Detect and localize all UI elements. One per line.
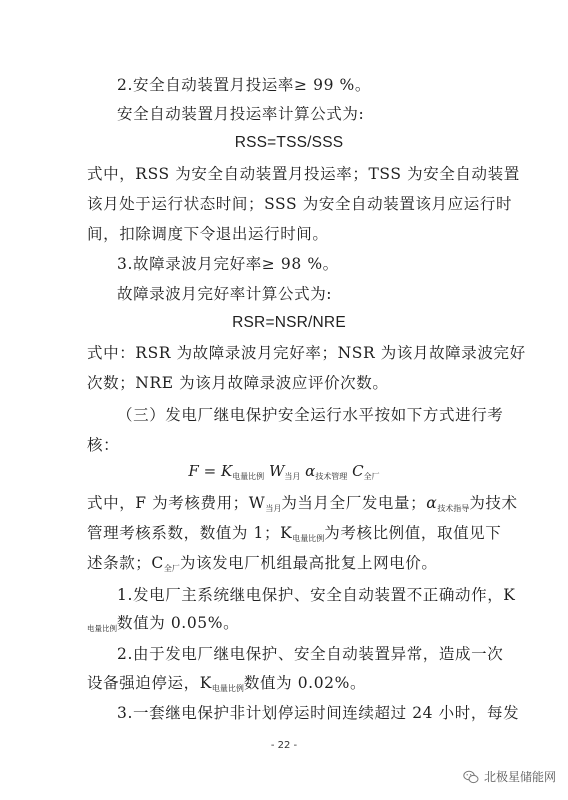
formula-c: C xyxy=(352,462,364,480)
watermark-text: 北极星储能网 xyxy=(483,770,556,784)
clause-2-line-1: 2.由于发电厂继电保护、安全自动装置异常，造成一次 xyxy=(117,645,504,663)
rsr-explanation-line-1: 式中：RSR 为故障录波月完好率；NSR 为该月故障录波完好 xyxy=(87,344,526,362)
fee-w-subscript: 当月 xyxy=(265,504,282,513)
rss-explanation-line-2: 该月处于运行状态时间；SSS 为安全自动装置该月应运行时 xyxy=(87,195,513,213)
rss-explanation-line-1: 式中，RSS 为安全自动装置月投运率；TSS 为安全自动装置 xyxy=(87,165,520,183)
formula-rsr: RSR=NSR/NRE xyxy=(232,314,346,331)
fee-text-1b: 为当月全厂发电量； xyxy=(281,494,427,512)
fee-k-subscript: 电量比例 xyxy=(292,534,325,543)
clause-1-k-subscript: 电量比例 xyxy=(87,624,117,633)
section-3-heading-line-1: （三）发电厂继电保护安全运行水平按如下方式进行考 xyxy=(117,406,504,424)
fee-text-1a: 式中，F 为考核费用；W xyxy=(87,494,266,512)
item-2-safety-device-rate: 2.安全自动装置月投运率≥ 99 %。 xyxy=(117,76,371,94)
rsr-explanation-line-2: 次数；NRE 为该月故障录波应评价次数。 xyxy=(87,374,389,392)
formula-k: K xyxy=(220,462,233,480)
formula-assessment-fee xyxy=(0,460,568,488)
formula-w: W xyxy=(268,462,285,480)
fee-text-3a: 述条款；C xyxy=(87,554,164,572)
fee-explanation-line-2 xyxy=(87,522,502,550)
formula-f: F xyxy=(188,462,199,480)
rss-explanation-line-3: 间，扣除调度下令退出运行时间。 xyxy=(87,225,329,243)
item-3-fault-recorder-rate: 3.故障录波月完好率≥ 98 %。 xyxy=(117,255,339,273)
fee-text-2b: 为考核比例值，取值见下 xyxy=(324,524,502,542)
clause-3-line-1: 3.一套继电保护非计划停运时间连续超过 24 小时，每发 xyxy=(117,704,520,722)
section-3-heading-line-2: 核： xyxy=(87,436,120,454)
formula-equals: = xyxy=(203,462,217,480)
fee-explanation-line-3 xyxy=(87,552,491,580)
formula-rss: RSS=TSS/SSS xyxy=(234,134,344,151)
clause-2-text: 设备强迫停运，K xyxy=(87,674,212,692)
clause-2-value: 数值为 0.02%。 xyxy=(243,674,367,692)
clause-1-line-2 xyxy=(87,612,491,640)
fee-text-3b: 为该发电厂机组最高批复上网电价。 xyxy=(179,554,438,572)
formula-alpha: α xyxy=(305,462,316,480)
clause-1-line-1: 1.发电厂主系统继电保护、安全自动装置不正确动作，K xyxy=(117,586,516,604)
fee-alpha-subscript: 技术指导 xyxy=(437,504,470,513)
clause-2-k-subscript: 电量比例 xyxy=(211,684,244,693)
formula-alpha-subscript: 技术管理 xyxy=(315,472,348,481)
watermark xyxy=(463,768,556,785)
fee-text-1c: 为技术 xyxy=(469,494,518,512)
fee-text-2a: 管理考核系数，数值为 1；K xyxy=(87,524,293,542)
formula-intro-rss: 安全自动装置月投运率计算公式为: xyxy=(117,105,365,123)
page-number: - 22 - xyxy=(270,740,298,751)
formula-w-subscript: 当月 xyxy=(284,472,301,481)
formula-c-subscript: 全厂 xyxy=(363,472,380,481)
formula-intro-rsr: 故障录波月完好率计算公式为: xyxy=(117,285,333,303)
clause-2-line-2 xyxy=(87,672,491,700)
fee-explanation-line-1 xyxy=(87,492,518,520)
clause-1-value: 数值为 0.05%。 xyxy=(117,614,240,632)
formula-k-subscript: 电量比例 xyxy=(232,472,265,481)
fee-alpha: α xyxy=(426,494,438,512)
fee-c-subscript: 全厂 xyxy=(163,564,180,573)
chat-bubble-icon xyxy=(463,769,479,785)
